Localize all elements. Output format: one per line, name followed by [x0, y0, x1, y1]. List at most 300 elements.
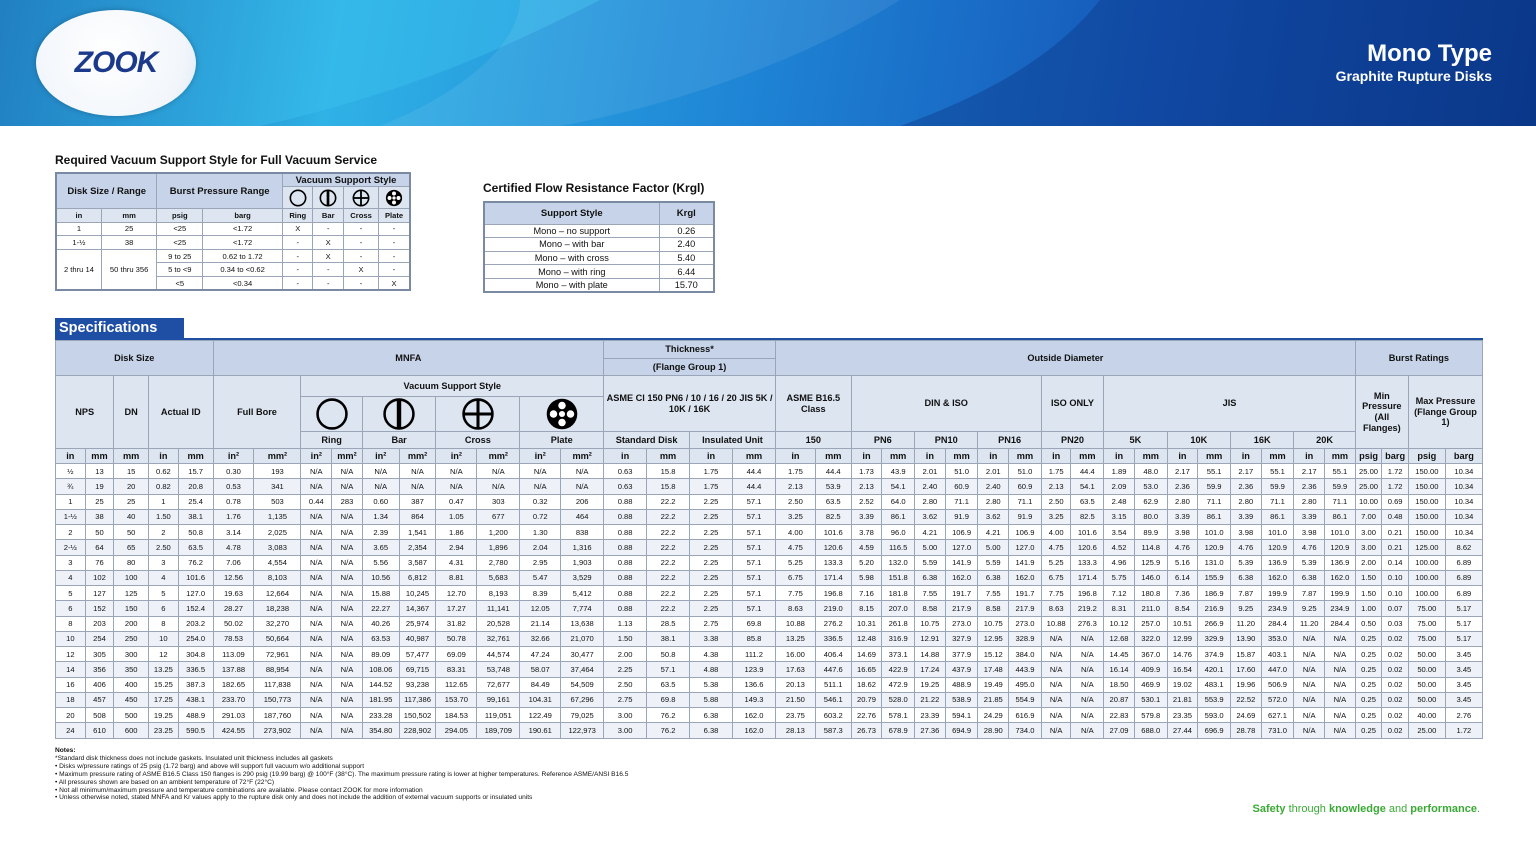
cell: N/A	[1294, 647, 1325, 662]
cell: 437.9	[945, 662, 978, 677]
cell: 2	[149, 525, 179, 540]
table-row	[56, 677, 1483, 692]
cell: 2.75	[690, 616, 733, 631]
cell: 12,664	[254, 586, 301, 601]
unit-header: mm²	[561, 449, 604, 464]
unit-header: in²	[301, 449, 332, 464]
cell: 57.1	[733, 540, 776, 555]
cell: N/A	[1325, 708, 1356, 723]
cell: 233.28	[362, 708, 399, 723]
cell: 603.2	[815, 708, 851, 723]
cell: 3.14	[213, 525, 254, 540]
cell: 23.39	[915, 708, 946, 723]
cell: 610	[85, 723, 114, 738]
slogan-word: knowledge	[1328, 803, 1386, 815]
cell: 196.8	[1071, 586, 1104, 601]
cell: 54.1	[882, 479, 915, 494]
cell: N/A	[1071, 631, 1104, 646]
unit-header: in	[775, 449, 815, 464]
cell: 3.25	[775, 509, 815, 524]
cell: 0.63	[604, 464, 647, 479]
cell: 25.00	[1355, 464, 1382, 479]
cell: 13.25	[149, 662, 179, 677]
cell: 10.88	[775, 616, 815, 631]
cell: 25.4	[178, 494, 213, 509]
cell: 3.65	[362, 540, 399, 555]
cell: N/A	[301, 723, 332, 738]
cell: 0.63	[604, 479, 647, 494]
cell: 141.9	[1009, 555, 1042, 570]
cell: N/A	[301, 525, 332, 540]
cell: 2.94	[436, 540, 477, 555]
cell: 0.30	[213, 464, 254, 479]
col-plate: Plate	[379, 209, 410, 223]
cell: 199.9	[1261, 586, 1294, 601]
cell: 350	[114, 662, 149, 677]
cell: 69.8	[733, 616, 776, 631]
cell: 374.9	[1198, 647, 1231, 662]
cell: 14	[56, 662, 86, 677]
col-krgl: Krgl	[659, 202, 714, 224]
cell: 101.0	[1198, 525, 1231, 540]
cell: 50	[85, 525, 114, 540]
cell: 11,141	[477, 601, 520, 616]
cell: 162.0	[733, 708, 776, 723]
cell: 2.80	[1167, 494, 1198, 509]
cell: 32,761	[477, 631, 520, 646]
cell: 13,638	[561, 616, 604, 631]
cell: 6.44	[659, 265, 714, 279]
cell: 0.25	[1355, 647, 1382, 662]
cell: N/A	[332, 647, 363, 662]
cell: 63.5	[647, 677, 690, 692]
slogan-period: .	[1476, 803, 1480, 815]
cell: 151.8	[882, 570, 915, 585]
cell: N/A	[399, 479, 436, 494]
col-mnfa: MNFA	[213, 341, 604, 376]
col-iso-only: ISO ONLY	[1041, 376, 1103, 432]
cell: 120.9	[1325, 540, 1356, 555]
cell: 113.09	[213, 647, 254, 662]
cell: 6.38	[690, 723, 733, 738]
cell: 4.76	[1294, 540, 1325, 555]
notes-section	[55, 747, 955, 802]
cell: 530.1	[1134, 692, 1167, 707]
cell: 184.53	[436, 708, 477, 723]
cell: <25	[157, 222, 203, 236]
cell: 0.44	[301, 494, 332, 509]
unit-header: mm	[85, 449, 114, 464]
cell: 40,987	[399, 631, 436, 646]
cell: 136.9	[1261, 555, 1294, 570]
cell: 2.36	[1230, 479, 1261, 494]
cell: 0.88	[604, 540, 647, 555]
col-psig: psig	[157, 209, 203, 223]
cell: 3.38	[690, 631, 733, 646]
cell: 63.53	[362, 631, 399, 646]
cell: 171.4	[1071, 570, 1104, 585]
cell: 538.9	[945, 692, 978, 707]
cell: 22.2	[647, 555, 690, 570]
cell: 51.0	[1009, 464, 1042, 479]
note-line: • Unless otherwise noted, stated MNFA and Kr values apply to the rupture disk only and does not include the addition of external vacuum supports or insulated units	[55, 794, 533, 802]
unit-header: psig	[1355, 449, 1382, 464]
cell: 76.2	[647, 723, 690, 738]
cell: 0.50	[1355, 616, 1382, 631]
cell: 38.1	[178, 509, 213, 524]
cell: 89.9	[1134, 525, 1167, 540]
cell: 7.87	[1294, 586, 1325, 601]
cell: 0.88	[604, 586, 647, 601]
cell: 0.25	[1355, 708, 1382, 723]
col-disk-size: Disk Size / Range	[56, 173, 157, 209]
cell: 80	[114, 555, 149, 570]
unit-header: in	[1104, 449, 1135, 464]
cell: -	[343, 249, 378, 263]
cell: 291.03	[213, 708, 254, 723]
cell: N/A	[301, 586, 332, 601]
cell: 2.80	[1230, 494, 1261, 509]
col-dn: DN	[114, 376, 149, 449]
cell: 4.88	[690, 662, 733, 677]
cell: 2.25	[604, 662, 647, 677]
cell: 7.87	[1230, 586, 1261, 601]
col-mm: mm	[101, 209, 157, 223]
cell: 69.09	[436, 647, 477, 662]
col-insulated-unit: Insulated Unit	[690, 432, 776, 449]
cell: 2.36	[1294, 479, 1325, 494]
cell: 1	[56, 222, 101, 236]
cell: 150.00	[1408, 509, 1445, 524]
cell: 0.88	[604, 555, 647, 570]
cell: 16.54	[1167, 662, 1198, 677]
cell: 86.1	[882, 509, 915, 524]
cell: 101.0	[1261, 525, 1294, 540]
cell: N/A	[1325, 723, 1356, 738]
cell: 316.9	[882, 631, 915, 646]
cell: 44.4	[1071, 464, 1104, 479]
unit-header: mm	[1261, 449, 1294, 464]
bar-icon	[313, 187, 343, 209]
cell: 284.4	[1261, 616, 1294, 631]
cell: 18,238	[254, 601, 301, 616]
cell: 1.72	[1382, 479, 1409, 494]
cell: 191.7	[945, 586, 978, 601]
cell: 85.8	[733, 631, 776, 646]
cell: 10.00	[1355, 494, 1382, 509]
cell: Mono – with ring	[484, 265, 659, 279]
cell: 0.60	[362, 494, 399, 509]
cell: X	[283, 222, 313, 236]
cell: 329.9	[1198, 631, 1231, 646]
cell: 1,896	[477, 540, 520, 555]
cell: 2.80	[978, 494, 1009, 509]
cell: 2.36	[1167, 479, 1198, 494]
cell: 91.9	[1009, 509, 1042, 524]
cell: 12.68	[1104, 631, 1135, 646]
cell: 60.9	[1009, 479, 1042, 494]
unit-header: mm	[178, 449, 213, 464]
cell: 8.63	[775, 601, 815, 616]
cell: 5.40	[659, 251, 714, 265]
cell: 186.9	[1198, 586, 1231, 601]
cell: 4.96	[1104, 555, 1135, 570]
cell: 838	[561, 525, 604, 540]
cell: N/A	[1294, 677, 1325, 692]
col-10k: 10K	[1167, 432, 1230, 449]
cell: 590.5	[178, 723, 213, 738]
cell: 5.88	[690, 692, 733, 707]
cell: 8.63	[1041, 601, 1071, 616]
cell: 1.05	[436, 509, 477, 524]
cell: 443.9	[1009, 662, 1042, 677]
cell: 384.0	[1009, 647, 1042, 662]
cell: 141.9	[945, 555, 978, 570]
cell: 144.52	[362, 677, 399, 692]
cell: 125	[114, 586, 149, 601]
cell: N/A	[362, 479, 399, 494]
cell: 3.78	[851, 525, 882, 540]
cell: 1.75	[690, 479, 733, 494]
cell: 50.8	[178, 525, 213, 540]
cell: 273.0	[945, 616, 978, 631]
cell: 19.02	[1167, 677, 1198, 692]
table-row	[56, 647, 1483, 662]
cell: 422.9	[882, 662, 915, 677]
cell: 1.34	[362, 509, 399, 524]
cell: 488.9	[945, 677, 978, 692]
cell: Mono – with plate	[484, 278, 659, 292]
cell: 10.88	[1041, 616, 1071, 631]
cell: 10.34	[1445, 509, 1482, 524]
cell: 0.47	[436, 494, 477, 509]
cell: 13.25	[775, 631, 815, 646]
cell: 57.1	[733, 601, 776, 616]
cell: 0.02	[1382, 647, 1409, 662]
cell: 464	[561, 509, 604, 524]
col-pn20: PN20	[1041, 432, 1103, 449]
ring-icon	[283, 187, 313, 209]
cell: 553.9	[1198, 692, 1231, 707]
cell: 5,412	[561, 586, 604, 601]
cell: 17.60	[1230, 662, 1261, 677]
note-line: *Standard disk thickness does not include gaskets. Insulated unit thickness includes all gaskets	[55, 754, 333, 762]
cell: 116.5	[882, 540, 915, 555]
company-slogan	[1253, 803, 1481, 815]
cell: 283	[332, 494, 363, 509]
cell: 162.0	[1261, 570, 1294, 585]
cell: 53,748	[477, 662, 520, 677]
cell: 63.5	[1071, 494, 1104, 509]
cell: 55.1	[1261, 464, 1294, 479]
cell: 50	[114, 525, 149, 540]
cell: 9.25	[1230, 601, 1261, 616]
cell: 216.9	[1198, 601, 1231, 616]
cell: 0.25	[1355, 631, 1382, 646]
cell: -	[283, 263, 313, 277]
cell: 300	[114, 647, 149, 662]
cell: 117,386	[399, 692, 436, 707]
cell: 162.0	[1325, 570, 1356, 585]
note-line: • Not all minimum/maximum pressure and temperature combinations are available. Please contact ZOOK for more information	[55, 786, 423, 794]
cell: 4.00	[1041, 525, 1071, 540]
cell: 0.25	[1355, 692, 1382, 707]
cell: 0.88	[604, 525, 647, 540]
table-row	[56, 601, 1483, 616]
cell: 72,961	[254, 647, 301, 662]
cell: 182.65	[213, 677, 254, 692]
col-in: in	[56, 209, 101, 223]
cell: 193	[254, 464, 301, 479]
table-row	[56, 662, 1483, 677]
cell: 25,974	[399, 616, 436, 631]
cell: 731.0	[1261, 723, 1294, 738]
cell: 20	[56, 708, 86, 723]
cell: 22.2	[647, 509, 690, 524]
cell: N/A	[332, 525, 363, 540]
cell: 75.00	[1408, 631, 1445, 646]
cell: 6.38	[1230, 570, 1261, 585]
cell: 7.75	[775, 586, 815, 601]
cell: 78.53	[213, 631, 254, 646]
unit-header: mm	[733, 449, 776, 464]
col-din-iso: DIN & ISO	[851, 376, 1041, 432]
cell: 120.6	[815, 540, 851, 555]
cell: 203	[85, 616, 114, 631]
col-full-bore: Full Bore	[213, 376, 301, 449]
cell: N/A	[301, 708, 332, 723]
cell: N/A	[1325, 647, 1356, 662]
cell: 8,193	[477, 586, 520, 601]
cell: 133.3	[815, 555, 851, 570]
cell: 8.58	[978, 601, 1009, 616]
cell: 1.72	[1445, 723, 1482, 738]
cell: N/A	[332, 631, 363, 646]
cell: 305	[85, 647, 114, 662]
unit-header: mm²	[332, 449, 363, 464]
cell: 0.10	[1382, 586, 1409, 601]
cell: 2.50	[604, 677, 647, 692]
cell: 8.15	[851, 601, 882, 616]
cell: 22.52	[1230, 692, 1261, 707]
cell: 132.0	[882, 555, 915, 570]
slogan-word: performance	[1410, 803, 1477, 815]
cell: 367.0	[1134, 647, 1167, 662]
cell: 12.56	[213, 570, 254, 585]
cell: 21.22	[915, 692, 946, 707]
cell: N/A	[1294, 692, 1325, 707]
cell: 0.88	[604, 570, 647, 585]
cell: 1-½	[56, 236, 101, 250]
cell: 2.48	[1104, 494, 1135, 509]
cell: 528.0	[882, 692, 915, 707]
table-row	[56, 525, 1483, 540]
col-asme-b165: ASME B16.5 Class	[775, 376, 851, 432]
unit-header: mm	[647, 449, 690, 464]
cell: 5.00	[915, 540, 946, 555]
cell: 4.52	[1104, 540, 1135, 555]
cell: 24.69	[1230, 708, 1261, 723]
cell: 53.9	[815, 479, 851, 494]
cell: 1.50	[604, 631, 647, 646]
cell: 19.25	[149, 708, 179, 723]
cell: 8,103	[254, 570, 301, 585]
zook-logo	[36, 10, 196, 116]
cell: 122,973	[561, 723, 604, 738]
cell: 0.62	[149, 464, 179, 479]
vacuum-table-title: Required Vacuum Support Style for Full Vacuum Service	[55, 153, 378, 167]
cell: X	[379, 277, 410, 291]
cell: 57.1	[733, 586, 776, 601]
cell: N/A	[332, 601, 363, 616]
cell: -	[379, 263, 410, 277]
cell: 15.25	[149, 677, 179, 692]
cell: 12.95	[978, 631, 1009, 646]
table-row	[56, 479, 1483, 494]
table-row	[56, 222, 410, 236]
cell: 6.89	[1445, 555, 1482, 570]
cell: 91.9	[945, 509, 978, 524]
cell: 5.25	[775, 555, 815, 570]
cell: 82.5	[1071, 509, 1104, 524]
cell: 58.07	[520, 662, 561, 677]
cell: -	[313, 277, 343, 291]
cell: 180.8	[1134, 586, 1167, 601]
cell: N/A	[301, 479, 332, 494]
cell: 15.7	[178, 464, 213, 479]
cell: 75.00	[1408, 616, 1445, 631]
cell: 6.38	[978, 570, 1009, 585]
cross-icon	[343, 187, 378, 209]
cell: 233.70	[213, 692, 254, 707]
cell: 71.1	[945, 494, 978, 509]
cell: 6.38	[1294, 570, 1325, 585]
cell: 0.69	[1382, 494, 1409, 509]
cell: 5.39	[1294, 555, 1325, 570]
col-pn16: PN16	[978, 432, 1041, 449]
cell: 273,902	[254, 723, 301, 738]
cell: 108.06	[362, 662, 399, 677]
cell: 6.38	[915, 570, 946, 585]
cell: 50.8	[647, 647, 690, 662]
cell: N/A	[436, 479, 477, 494]
unit-header: mm²	[399, 449, 436, 464]
cell: 4.21	[915, 525, 946, 540]
cell: 54,509	[561, 677, 604, 692]
cell: N/A	[1041, 677, 1071, 692]
cell: 4	[56, 570, 86, 585]
cell: 150.00	[1408, 479, 1445, 494]
cell: 508	[85, 708, 114, 723]
cell: 488.9	[178, 708, 213, 723]
cell: 0.88	[604, 509, 647, 524]
cell: ½	[56, 464, 86, 479]
cell: 8.58	[915, 601, 946, 616]
cell: 10.75	[915, 616, 946, 631]
cell: 20.79	[851, 692, 882, 707]
cell: 1,541	[399, 525, 436, 540]
cell: 406	[85, 677, 114, 692]
unit-header: in	[1294, 449, 1325, 464]
cell: N/A	[1325, 662, 1356, 677]
cell: 3,529	[561, 570, 604, 585]
cell: -	[343, 277, 378, 291]
col-min-pressure: Min Pressure (All Flanges)	[1355, 376, 1408, 449]
page-subtitle: Graphite Rupture Disks	[1335, 68, 1492, 84]
cell: 8.39	[520, 586, 561, 601]
cell: 696.9	[1198, 723, 1231, 738]
cell: 16.14	[1104, 662, 1135, 677]
